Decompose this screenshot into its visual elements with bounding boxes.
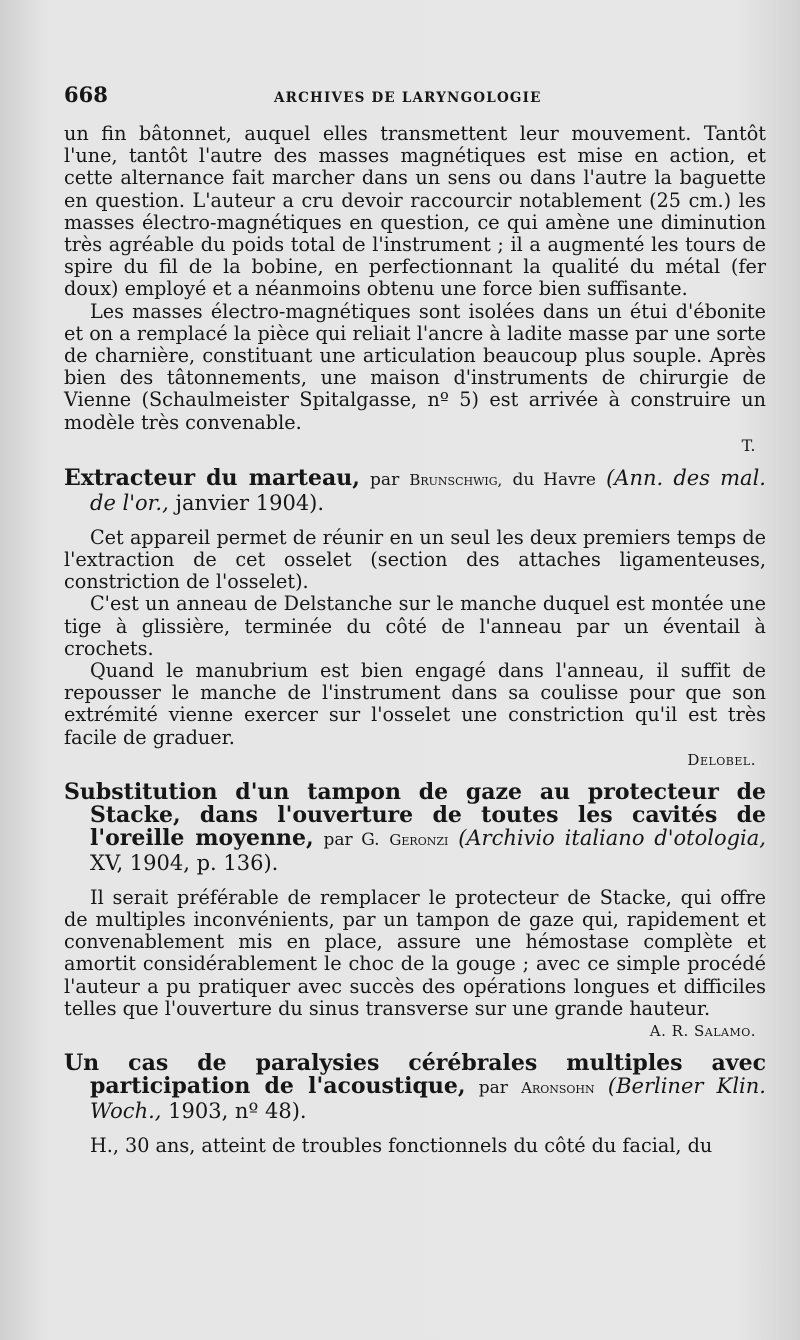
entry-by: par G. <box>323 829 380 850</box>
body-paragraph: Il serait préférable de remplacer le protecteur de Stacke, qui offre de multiples inconvénients, par un tampon de gaze qui, rapidement et convenablement mis en place, assure une hémostase complète et amortit considérablement le choc de la gouge ; avec ce simple procédé l'auteur a pu pratiquer avec succès des opérations longues et difficiles telles que l'ouverture du sinus transverse sur une grande hauteur. <box>64 885 766 1020</box>
abstract-entry <box>64 778 766 1041</box>
entry-title <box>64 778 766 875</box>
entry-author: Brunschwig, <box>409 470 503 489</box>
entry-by: par <box>370 469 400 490</box>
entry-author: Aronsohn <box>521 1079 595 1098</box>
entry-title <box>64 464 766 515</box>
entry-source-details: 1903, nº 48). <box>168 1099 307 1124</box>
entry-source: (Archivio italiano d'otologia, <box>458 825 766 850</box>
abstract-entry <box>64 1052 766 1157</box>
signature: A. R. Salamo. <box>649 1022 756 1041</box>
entry-author: Geronzi <box>389 830 449 849</box>
entry-title <box>64 1052 766 1123</box>
entry-source: (Ann. des mal. de l'or., <box>90 465 766 515</box>
page-header <box>64 82 766 107</box>
page-number: 668 <box>64 82 108 107</box>
running-head: ARCHIVES DE LARYNGOLOGIE <box>274 90 542 106</box>
signature: Delobel. <box>687 750 756 769</box>
body-paragraph: C'est un anneau de Delstanche sur le manche duquel est montée une tige à glissière, terminée du côté de l'anneau par un éventail à crochets. <box>64 592 766 660</box>
continuation-section <box>64 123 766 455</box>
entry-source: (Berliner Klin. Woch., <box>90 1074 766 1124</box>
body-paragraph: Quand le manubrium est bien engagé dans l'anneau, il suffit de repousser le manche de l'instrument dans sa coulisse pour que son extrémité vienne exercer sur l'osselet une constriction qu'il est très facile de graduer. <box>64 659 766 749</box>
entry-by: par <box>478 1078 508 1099</box>
entry-title-text: Un cas de paralysies cérébrales multiples avec participation de l'acoustique, <box>64 1050 766 1100</box>
entry-title-text: Substitution d'un tampon de gaze au protecteur de Stacke, dans l'ouverture de toutes les cavités de l'oreille moyenne, <box>64 778 766 851</box>
body-paragraph: H., 30 ans, atteint de troubles fonctionnels du côté du facial, du <box>90 1134 713 1158</box>
body-paragraph: Cet appareil permet de réunir en un seul les deux premiers temps de l'extraction de cet osselet (section des attaches ligamenteuses, constriction de l'osselet). <box>64 525 766 594</box>
signature: T. <box>741 435 756 455</box>
abstract-entry <box>64 464 766 769</box>
entry-affiliation: du Havre <box>512 469 596 490</box>
body-paragraph: Les masses électro-magnétiques sont isolées dans un étui d'ébonite et on a remplacé la pièce qui reliait l'ancre à ladite masse par une sorte de charnière, constituant une articulation beaucoup plus souple. Après bien des tâtonnements, une maison d'instruments de chirurgie de Vienne (Schaulmeister Spitalgasse, nº 5) est arrivée à construire un modèle très convenable. <box>64 299 766 434</box>
entry-source-details: XV, 1904, p. 136). <box>90 850 279 875</box>
entry-source-details: janvier 1904). <box>175 490 325 515</box>
body-paragraph: un fin bâtonnet, auquel elles transmettent leur mouvement. Tantôt l'une, tantôt l'autre des masses magnétiques est mise en action, et cette alternance fait marcher dans un sens ou dans l'autre la baguette en question. L'auteur a cru devoir raccourcir notablement (25 cm.) les masses électro-magnétiques en question, ce qui amène une diminution très agréable du poids total de l'instrument ; il a augmenté les tours de spire du fil de la bobine, en perfectionnant la qualité du métal (fer doux) employé et a néanmoins obtenu une force bien suffisante. <box>64 122 766 301</box>
entry-title-text: Extracteur du marteau, <box>64 464 360 491</box>
